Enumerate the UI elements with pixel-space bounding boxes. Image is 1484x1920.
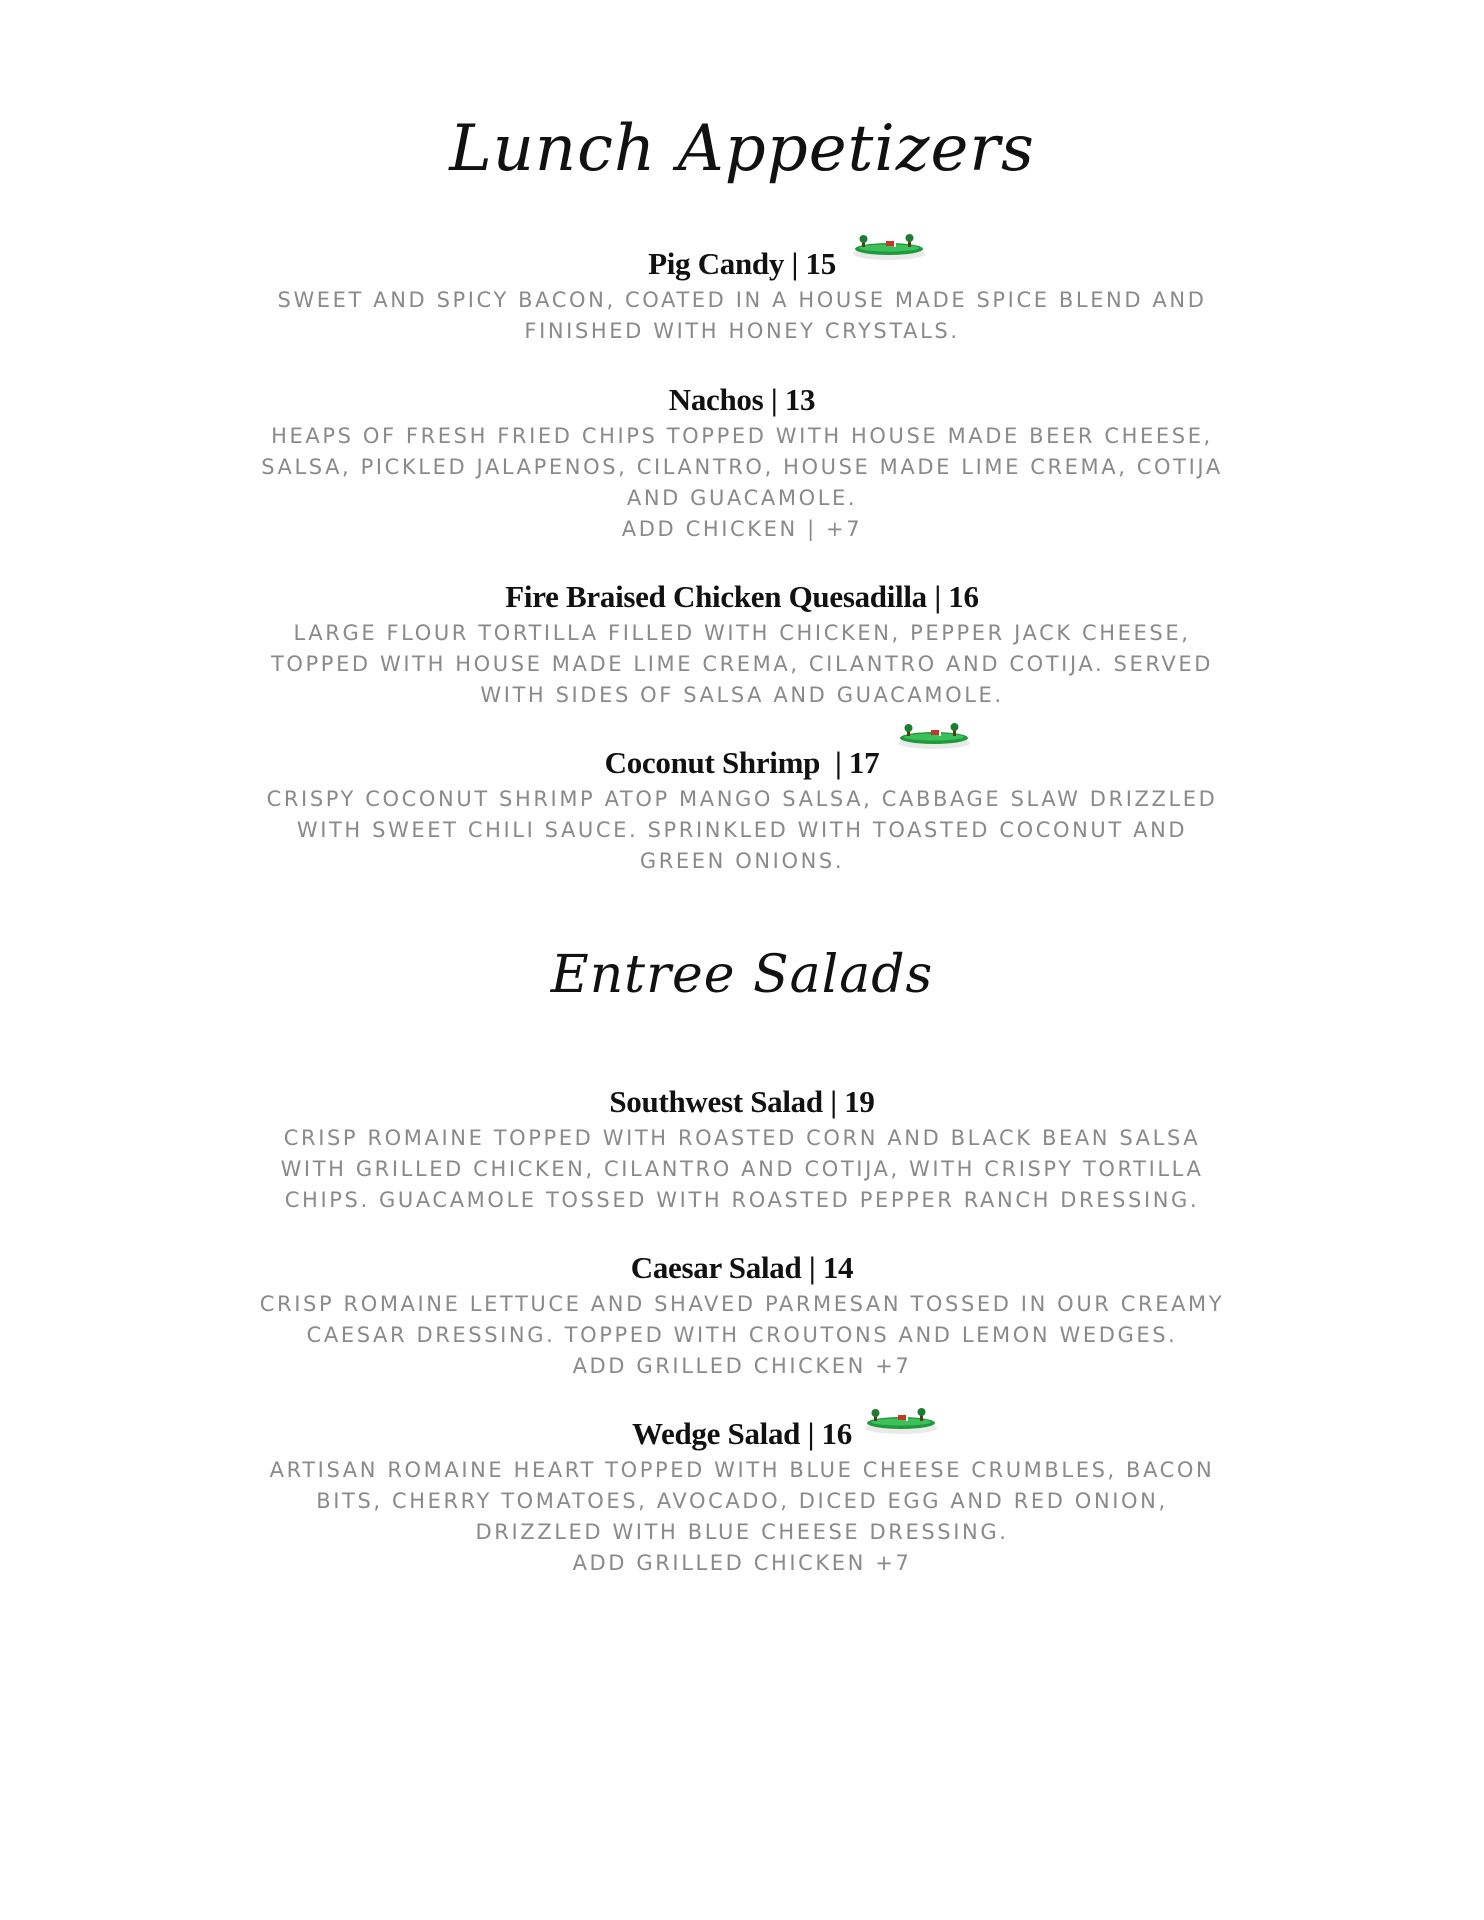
menu-item-description: CRISP ROMAINE TOPPED WITH ROASTED CORN AND BLACK BEAN SALSA WITH GRILLED CHICKEN, CILANTRO AND COTIJA, WITH CRISPY TORTILLA CHIPS. GUACAMOLE TOSSED WITH ROASTED PEPPER RANCH DRESSING. bbox=[280, 1126, 1204, 1212]
menu-item-southwest-salad bbox=[0, 1083, 1484, 1216]
menu-item-nachos bbox=[0, 381, 1484, 545]
menu-item-coconut-shrimp bbox=[0, 744, 1484, 877]
menu-item-wedge-salad bbox=[0, 1415, 1484, 1579]
menu-item-description: HEAPS OF FRESH FRIED CHIPS TOPPED WITH HOUSE MADE BEER CHEESE, SALSA, PICKLED JALAPENOS, CILANTRO, HOUSE MADE LIME CREMA, COTIJA AND GUACAMOLE. ADD CHICKEN | +7 bbox=[261, 424, 1223, 541]
menu-item-description: ARTISAN ROMAINE HEART TOPPED WITH BLUE CHEESE CRUMBLES, BACON BITS, CHERRY TOMATOES, AVOCADO, DICED EGG AND RED ONION, DRIZZLED WITH BLUE CHEESE DRESSING. ADD GRILLED CHICKEN +7 bbox=[269, 1458, 1215, 1575]
menu-item-caesar-salad bbox=[0, 1249, 1484, 1382]
golf-green-icon bbox=[862, 1407, 940, 1437]
menu-item-name: Wedge Salad | 16 bbox=[632, 1416, 852, 1451]
section-title-lunch-appetizers: Lunch Appetizers bbox=[449, 112, 1035, 186]
section-title-entree-salads: Entree Salads bbox=[550, 945, 934, 1005]
menu-item-pig-candy bbox=[0, 245, 1484, 347]
menu-item-name: Nachos | 13 bbox=[668, 382, 816, 417]
menu-item-name: Pig Candy | 15 bbox=[648, 246, 836, 281]
golf-green-icon bbox=[850, 233, 928, 263]
menu-item-name: Caesar Salad | 14 bbox=[630, 1250, 854, 1285]
menu-item-description: CRISP ROMAINE LETTUCE AND SHAVED PARMESAN TOSSED IN OUR CREAMY CAESAR DRESSING. TOPPED WITH CROUTONS AND LEMON WEDGES. ADD GRILLED CHICKEN +7 bbox=[259, 1292, 1225, 1378]
menu-item-name: Coconut Shrimp | 17 bbox=[604, 745, 880, 780]
menu-item-description: CRISPY COCONUT SHRIMP ATOP MANGO SALSA, CABBAGE SLAW DRIZZLED WITH SWEET CHILI SAUCE. SPRINKLED WITH TOASTED COCONUT AND GREEN ONIONS. bbox=[266, 787, 1218, 873]
menu-item-name: Fire Braised Chicken Quesadilla | 16 bbox=[505, 579, 979, 614]
menu-item-name: Southwest Salad | 19 bbox=[609, 1084, 875, 1119]
menu-item-fire-braised-chicken-quesadilla bbox=[0, 578, 1484, 711]
menu-item-description: SWEET AND SPICY BACON, COATED IN A HOUSE MADE SPICE BLEND AND FINISHED WITH HONEY CRYSTALS. bbox=[277, 288, 1207, 343]
menu-item-description: LARGE FLOUR TORTILLA FILLED WITH CHICKEN, PEPPER JACK CHEESE, TOPPED WITH HOUSE MADE LIME CREMA, CILANTRO AND COTIJA. SERVED WITH SIDES OF SALSA AND GUACAMOLE. bbox=[270, 621, 1213, 707]
golf-green-icon bbox=[895, 722, 973, 752]
